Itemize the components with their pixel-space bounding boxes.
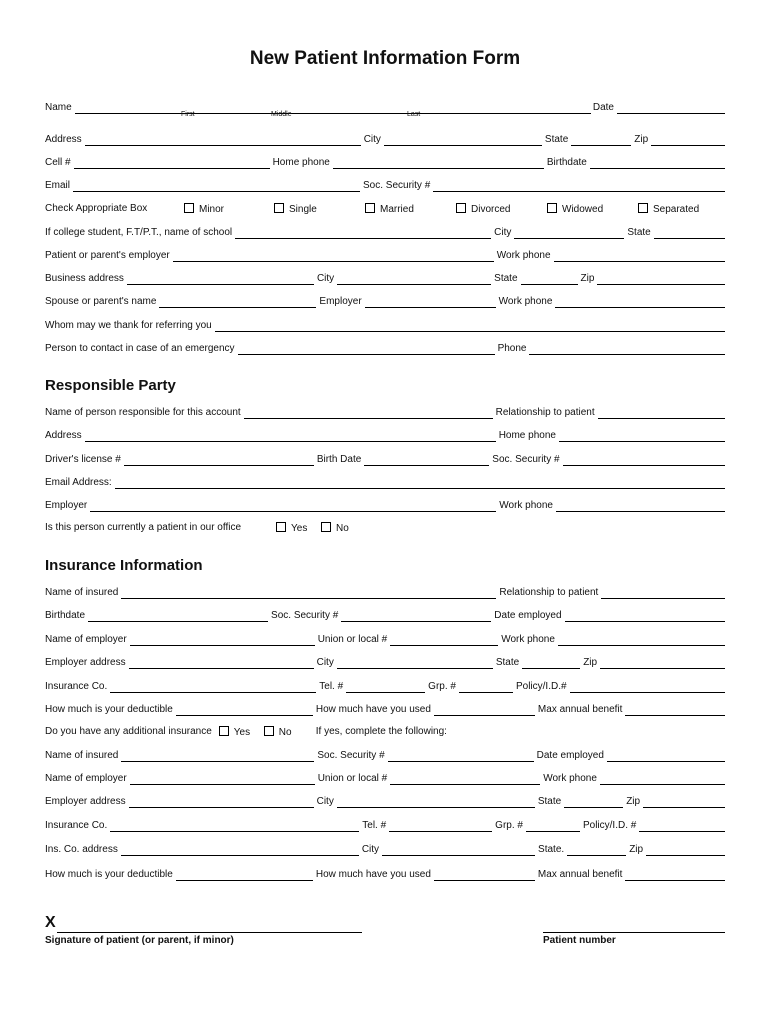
date-field[interactable] [617,102,725,114]
policy-field[interactable] [570,681,725,693]
address-label: Address [45,134,82,145]
insured-relationship-field[interactable] [601,587,725,599]
second-grp-field[interactable] [526,820,580,832]
patient-number-field[interactable] [543,918,725,933]
business-city-label: City [316,273,335,284]
name-last-caption: Last [407,111,421,118]
responsible-home-phone-field[interactable] [559,430,725,442]
college-row [45,223,725,239]
ins-city-label: City [361,844,380,855]
insured-zip-field[interactable] [600,657,725,669]
second-used-field[interactable] [434,869,535,881]
responsible-license-row [45,450,725,466]
minor-checkbox[interactable] [184,203,194,213]
insured-state-field[interactable] [522,657,580,669]
insured-work-phone-label: Work phone [501,634,555,645]
ins-zip-field[interactable] [646,844,725,856]
second-tel-field[interactable] [389,820,492,832]
second-ssn-field[interactable] [388,750,534,762]
emergency-phone-label: Phone [497,343,527,354]
responsible-email-row [45,473,725,489]
ssn-field[interactable] [433,180,725,192]
business-address-field[interactable] [127,273,314,285]
insured-birthdate-label: Birthdate [45,610,86,621]
home-phone-field[interactable] [333,157,544,169]
ins-state-label: State. [538,844,565,855]
second-deductible-field[interactable] [176,869,313,881]
is-patient-no-option[interactable]: No [321,522,349,534]
email-label: Email [45,180,71,191]
insurance-co-row [45,677,725,693]
insured-employer-address-field[interactable] [129,657,314,669]
college-label: If college student, F.T/P.T., name of school [45,227,233,238]
second-insurance-co-row [45,816,725,832]
insured-ssn-field[interactable] [341,610,491,622]
second-insured-name-label: Name of insured [45,750,119,761]
page-title: New Patient Information Form [249,48,521,69]
second-date-employed-label: Date employed [536,750,604,761]
union-label: Union or local # [317,634,388,645]
name-row [45,98,725,114]
birthdate-field[interactable] [590,157,725,169]
birthdate-label: Birthdate [546,157,587,168]
spouse-row [45,292,725,308]
emergency-label: Person to contact in case of an emergency [45,343,235,354]
widowed-option[interactable]: Widowed [547,203,638,215]
marital-status-row [45,199,725,215]
second-deductible-label: How much is your deductible [45,869,173,880]
business-address-row [45,269,725,285]
second-max-benefit-label: Max annual benefit [537,869,623,880]
address-field[interactable] [85,134,361,146]
email-row [45,176,725,192]
second-policy-field[interactable] [639,820,725,832]
is-patient-yes-option[interactable]: Yes [276,522,321,534]
work-phone-field[interactable] [554,250,725,262]
second-city-label: City [316,796,334,807]
minor-option[interactable]: Minor [184,203,274,215]
additional-insurance-label: Do you have any additional insurance [45,726,212,737]
college-state-label: State [627,227,651,238]
business-address-label: Business address [45,273,124,284]
responsible-work-phone-label: Work phone [499,500,553,511]
is-patient-row [45,518,725,534]
grp-field[interactable] [459,681,513,693]
responsible-address-label: Address [45,430,82,441]
second-insurance-co-label: Insurance Co. [45,820,108,831]
used-label: How much have you used [315,704,431,715]
married-checkbox[interactable] [365,203,375,213]
signature-x-mark: X [45,914,56,931]
responsible-email-label: Email Address: [45,477,112,488]
state-field[interactable] [571,134,631,146]
max-benefit-field[interactable] [625,704,725,716]
cell-row [45,153,725,169]
second-employer-address-label: Employer address [45,796,126,807]
employer-field[interactable] [173,250,494,262]
ins-address-label: Ins. Co. address [45,844,118,855]
referral-label: Whom may we thank for referring you [45,320,212,331]
responsible-name-label: Name of person responsible for this account [45,407,241,418]
spouse-work-phone-label: Work phone [498,296,553,307]
responsible-birth-date-label: Birth Date [316,454,362,465]
license-label: Driver's license # [45,454,121,465]
responsible-name-row [45,403,725,419]
second-insured-name-row [45,746,725,762]
insured-city-label: City [316,657,334,668]
married-option[interactable]: Married [365,203,456,215]
referral-field[interactable] [215,320,725,332]
signature-field[interactable] [57,918,362,933]
name-middle-caption: Middle [271,111,292,118]
business-zip-field[interactable] [597,273,725,285]
second-date-employed-field[interactable] [607,750,725,762]
employer-label: Patient or parent's employer [45,250,170,261]
ins-address-row [45,840,725,856]
if-yes-label: If yes, complete the following: [315,726,447,737]
responsible-ssn-field[interactable] [563,454,725,466]
second-employer-field[interactable] [130,773,315,785]
deductible-row [45,700,725,716]
second-insurance-co-field[interactable] [110,820,359,832]
is-patient-yes-checkbox[interactable] [276,522,286,532]
separated-option[interactable]: Separated [638,203,699,215]
responsible-employer-label: Employer [45,500,88,511]
second-city-field[interactable] [337,796,535,808]
work-phone-label: Work phone [496,250,551,261]
name-first-caption: First [181,111,195,118]
divorced-checkbox[interactable] [456,203,466,213]
patient-number-label: Patient number [543,935,616,946]
college-city-label: City [494,227,512,238]
insured-employer-row [45,630,725,646]
responsible-birth-date-field[interactable] [364,454,489,466]
ins-zip-label: Zip [629,844,644,855]
spouse-work-phone-field[interactable] [555,296,725,308]
insured-birthdate-field[interactable] [88,610,268,622]
college-state-field[interactable] [654,227,725,239]
insured-name-label: Name of insured [45,587,119,598]
second-employer-address-field[interactable] [129,796,314,808]
date-label: Date [592,102,614,113]
date-employed-field[interactable] [565,610,725,622]
responsible-name-field[interactable] [244,407,493,419]
business-state-field[interactable] [521,273,578,285]
insured-work-phone-field[interactable] [558,634,725,646]
emergency-row [45,339,725,355]
signature-label: Signature of patient (or parent, if minor) [45,935,234,946]
second-deductible-row [45,865,725,881]
additional-no-checkbox[interactable] [264,726,274,736]
ssn-label: Soc. Security # [363,180,431,191]
insurance-co-field[interactable] [110,681,316,693]
second-grp-label: Grp. # [495,820,523,831]
zip-label: Zip [634,134,649,145]
spouse-label: Spouse or parent's name [45,296,157,307]
responsible-relationship-label: Relationship to patient [495,407,595,418]
grp-label: Grp. # [428,681,456,692]
name-label: Name [45,102,72,113]
business-state-label: State [494,273,518,284]
second-insured-name-field[interactable] [121,750,314,762]
is-patient-no-checkbox[interactable] [321,522,331,532]
insured-state-label: State [495,657,520,668]
insurance-co-label: Insurance Co. [45,681,108,692]
second-union-label: Union or local # [317,773,388,784]
cell-label: Cell # [45,157,71,168]
ins-state-field[interactable] [567,844,626,856]
state-label: State [544,134,569,145]
emergency-phone-field[interactable] [529,343,725,355]
insured-name-row [45,583,725,599]
responsible-home-phone-label: Home phone [498,430,556,441]
divorced-option[interactable]: Divorced [456,203,547,215]
second-state-field[interactable] [564,796,623,808]
business-city-field[interactable] [337,273,491,285]
responsible-address-field[interactable] [85,430,496,442]
responsible-party-heading: Responsible Party [45,377,176,394]
second-employer-row [45,769,725,785]
second-employer-address-row [45,792,725,808]
insured-birthdate-row [45,606,725,622]
insured-city-field[interactable] [337,657,493,669]
second-work-phone-label: Work phone [543,773,597,784]
responsible-ssn-label: Soc. Security # [492,454,560,465]
second-ssn-label: Soc. Security # [317,750,385,761]
second-tel-label: Tel. # [362,820,387,831]
additional-yes-checkbox[interactable] [219,726,229,736]
tel-field[interactable] [346,681,425,693]
responsible-work-phone-field[interactable] [556,500,725,512]
business-zip-label: Zip [580,273,595,284]
address-row [45,130,725,146]
single-option[interactable]: Single [274,203,365,215]
additional-insurance-row [45,722,725,738]
zip-field[interactable] [651,134,725,146]
deductible-field[interactable] [176,704,313,716]
spouse-field[interactable] [159,296,316,308]
home-phone-label: Home phone [272,157,330,168]
second-state-label: State [537,796,562,807]
employer-row [45,246,725,262]
additional-no-option[interactable]: No [264,726,316,738]
emergency-field[interactable] [238,343,495,355]
responsible-relationship-field[interactable] [598,407,725,419]
second-work-phone-field[interactable] [600,773,725,785]
additional-yes-option[interactable]: Yes [219,726,264,738]
separated-checkbox[interactable] [638,203,648,213]
max-benefit-label: Max annual benefit [537,704,623,715]
insured-zip-label: Zip [583,657,598,668]
insured-employer-label: Name of employer [45,634,127,645]
referral-row [45,316,725,332]
responsible-employer-row [45,496,725,512]
cell-field[interactable] [74,157,270,169]
second-zip-field[interactable] [643,796,725,808]
second-employer-label: Name of employer [45,773,127,784]
insured-employer-address-label: Employer address [45,657,126,668]
single-checkbox[interactable] [274,203,284,213]
email-field[interactable] [73,180,360,192]
tel-label: Tel. # [319,681,344,692]
union-field[interactable] [390,634,498,646]
responsible-employer-field[interactable] [90,500,496,512]
date-employed-label: Date employed [494,610,562,621]
responsible-address-row [45,426,725,442]
is-patient-label: Is this person currently a patient in our office [45,522,242,533]
ins-city-field[interactable] [382,844,535,856]
spouse-employer-label: Employer [319,296,362,307]
insured-employer-address-row [45,653,725,669]
ins-address-field[interactable] [121,844,359,856]
city-label: City [363,134,381,145]
widowed-checkbox[interactable] [547,203,557,213]
second-max-benefit-field[interactable] [625,869,725,881]
policy-label: Policy/I.D.# [515,681,567,692]
second-used-label: How much have you used [315,869,431,880]
name-field[interactable] [75,102,591,114]
insured-name-field[interactable] [121,587,496,599]
college-city-field[interactable] [514,227,624,239]
second-union-field[interactable] [390,773,540,785]
deductible-label: How much is your deductible [45,704,173,715]
used-field[interactable] [434,704,535,716]
second-zip-label: Zip [626,796,641,807]
college-field[interactable] [235,227,491,239]
city-field[interactable] [384,134,542,146]
license-field[interactable] [124,454,314,466]
insured-ssn-label: Soc. Security # [271,610,339,621]
check-box-label: Check Appropriate Box [45,203,148,214]
spouse-employer-field[interactable] [365,296,496,308]
insurance-heading: Insurance Information [45,557,203,574]
second-policy-label: Policy/I.D. # [582,820,637,831]
insured-employer-field[interactable] [130,634,315,646]
responsible-email-field[interactable] [115,477,725,489]
insured-relationship-label: Relationship to patient [499,587,599,598]
